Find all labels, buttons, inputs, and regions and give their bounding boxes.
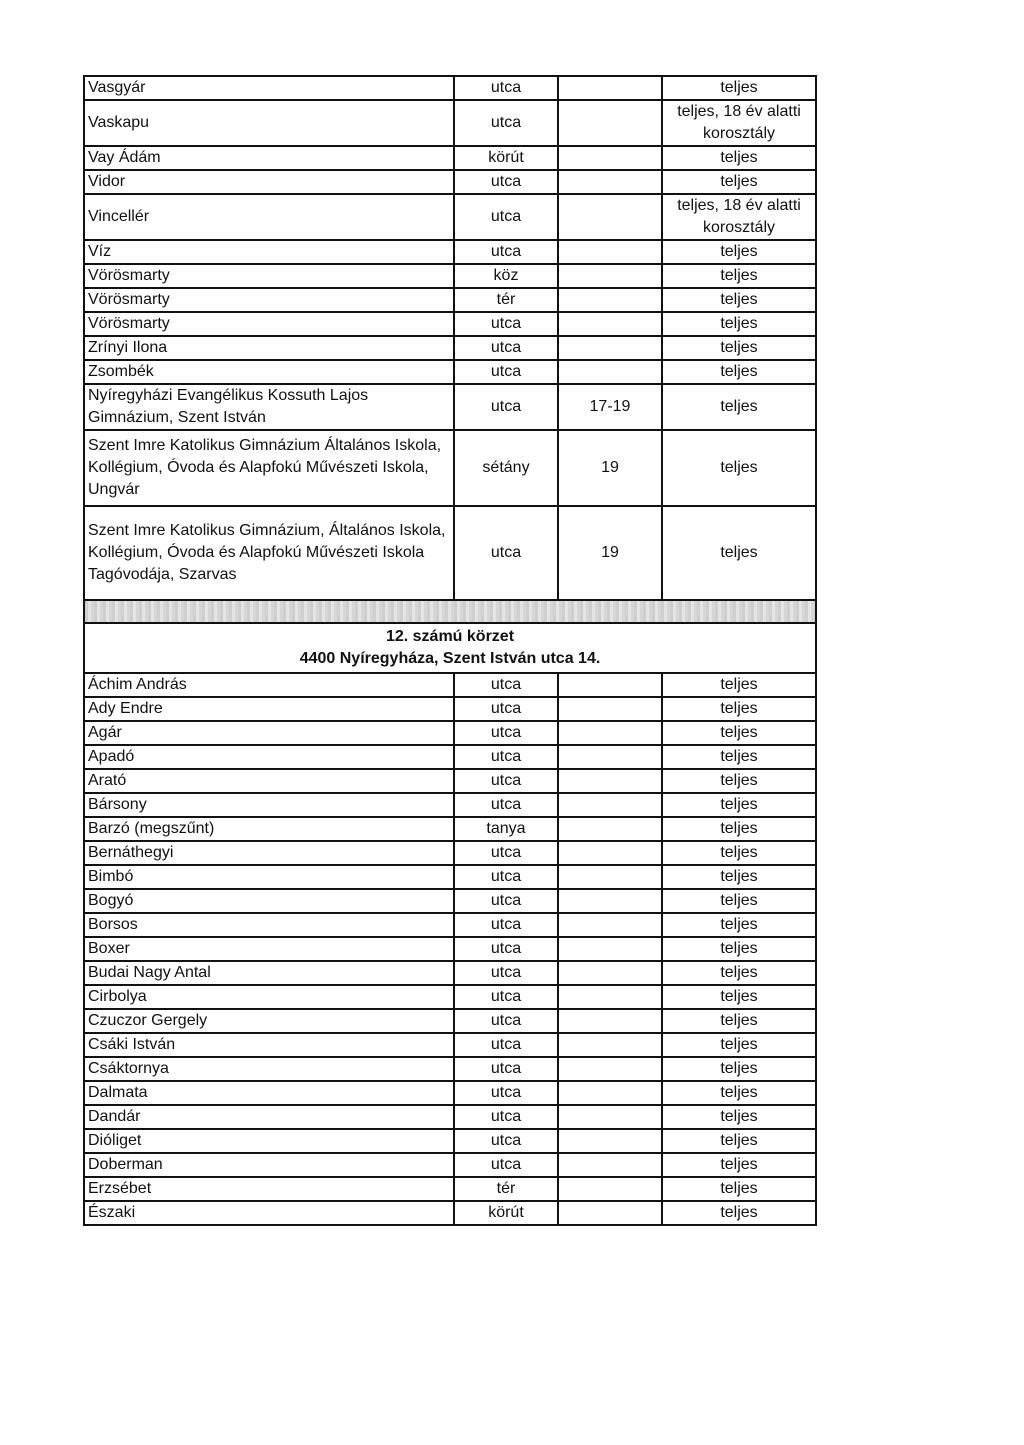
street-name-cell: Szent Imre Katolikus Gimnázium Általános Iskola, Kollégium, Óvoda és Alapfokú Művészeti Iskola, Ungvár [84,430,454,506]
scope-cell: teljes [662,745,816,769]
street-register-table [83,75,817,1226]
street-name-cell: Bernáthegyi [84,841,454,865]
table-row [84,769,816,793]
street-name-cell: Vörösmarty [84,264,454,288]
street-name-cell: Dióliget [84,1129,454,1153]
scope-cell: teljes [662,937,816,961]
table-row [84,146,816,170]
street-name-cell: Budai Nagy Antal [84,961,454,985]
street-name-cell: Csáki István [84,1033,454,1057]
table-row [84,76,816,100]
table-row [84,1201,816,1225]
street-name-cell: Vidor [84,170,454,194]
scope-cell: teljes [662,793,816,817]
house-number-cell [558,1177,662,1201]
street-type-cell: utca [454,240,558,264]
street-name-cell: Bársony [84,793,454,817]
street-type-cell: utca [454,697,558,721]
street-type-cell: utca [454,745,558,769]
house-number-cell [558,985,662,1009]
scope-cell: teljes, 18 év alatti korosztály [662,100,816,146]
house-number-cell [558,697,662,721]
table-row [84,264,816,288]
house-number-cell [558,336,662,360]
district-12-rows [84,673,816,1225]
street-name-cell: Erzsébet [84,1177,454,1201]
street-type-cell: utca [454,865,558,889]
table-row [84,360,816,384]
district-header-row [84,623,816,673]
house-number-cell: 19 [558,430,662,506]
street-name-cell: Nyíregyházi Evangélikus Kossuth Lajos Gimnázium, Szent István [84,384,454,430]
street-type-cell: utca [454,937,558,961]
table-row [84,961,816,985]
table-row [84,721,816,745]
street-type-cell: utca [454,889,558,913]
scope-cell: teljes [662,384,816,430]
street-name-cell: Zrínyi Ilona [84,336,454,360]
house-number-cell [558,817,662,841]
house-number-cell [558,913,662,937]
street-name-cell: Doberman [84,1153,454,1177]
scope-cell: teljes [662,721,816,745]
street-name-cell: Vasgyár [84,76,454,100]
street-type-cell: utca [454,1129,558,1153]
scope-cell: teljes [662,264,816,288]
house-number-cell [558,1057,662,1081]
scope-cell: teljes [662,360,816,384]
street-name-cell: Czuczor Gergely [84,1009,454,1033]
house-number-cell [558,1105,662,1129]
district-number: 12. számú körzet [385,628,515,645]
scope-cell: teljes [662,817,816,841]
street-type-cell: utca [454,312,558,336]
table-row [84,697,816,721]
district-header-cell [84,623,816,673]
street-type-cell: tér [454,1177,558,1201]
scope-cell: teljes [662,841,816,865]
table-row [84,985,816,1009]
street-type-cell: utca [454,913,558,937]
table-row [84,745,816,769]
table-row [84,673,816,697]
scope-cell: teljes [662,889,816,913]
house-number-cell [558,100,662,146]
street-name-cell: Északi [84,1201,454,1225]
table-row [84,430,816,506]
table-row [84,817,816,841]
house-number-cell: 19 [558,506,662,600]
scope-cell: teljes [662,430,816,506]
table-row [84,1129,816,1153]
street-type-cell: utca [454,961,558,985]
street-name-cell: Bimbó [84,865,454,889]
street-type-cell: utca [454,76,558,100]
table-row [84,100,816,146]
street-type-cell: utca [454,769,558,793]
street-name-cell: Apadó [84,745,454,769]
street-type-cell: utca [454,673,558,697]
house-number-cell [558,1033,662,1057]
table-row [84,1081,816,1105]
scope-cell: teljes [662,865,816,889]
scope-cell: teljes [662,1201,816,1225]
street-type-cell: utca [454,1081,558,1105]
house-number-cell [558,793,662,817]
scope-cell: teljes [662,1153,816,1177]
scope-cell: teljes [662,506,816,600]
street-type-cell: utca [454,384,558,430]
scope-cell: teljes [662,1105,816,1129]
scope-cell: teljes [662,913,816,937]
street-name-cell: Boxer [84,937,454,961]
separator-section [84,600,816,673]
house-number-cell [558,1081,662,1105]
scope-cell: teljes [662,697,816,721]
scope-cell: teljes [662,961,816,985]
house-number-cell [558,1009,662,1033]
street-type-cell: utca [454,506,558,600]
street-name-cell: Agár [84,721,454,745]
street-name-cell: Vörösmarty [84,312,454,336]
street-type-cell: utca [454,170,558,194]
street-name-cell: Áchim András [84,673,454,697]
street-name-cell: Ady Endre [84,697,454,721]
street-name-cell: Zsombék [84,360,454,384]
scope-cell: teljes [662,76,816,100]
house-number-cell [558,889,662,913]
house-number-cell [558,360,662,384]
table-row [84,1057,816,1081]
table-row [84,937,816,961]
table-row [84,865,816,889]
street-name-cell: Csáktornya [84,1057,454,1081]
shaded-separator-cell [84,600,816,623]
house-number-cell: 17-19 [558,384,662,430]
street-name-cell: Cirbolya [84,985,454,1009]
street-name-cell: Dalmata [84,1081,454,1105]
street-name-cell: Borsos [84,913,454,937]
street-name-cell: Bogyó [84,889,454,913]
table-row [84,889,816,913]
house-number-cell [558,769,662,793]
scope-cell: teljes [662,170,816,194]
table-row [84,1153,816,1177]
street-type-cell: utca [454,721,558,745]
table-row [84,1105,816,1129]
street-name-cell: Vaskapu [84,100,454,146]
street-name-cell: Szent Imre Katolikus Gimnázium, Általános Iskola, Kollégium, Óvoda és Alapfokú Művészeti Iskola Tagóvodája, Szarvas [84,506,454,600]
table-row [84,194,816,240]
street-type-cell: utca [454,1033,558,1057]
table-row [84,841,816,865]
street-name-cell: Barzó (megszűnt) [84,817,454,841]
street-type-cell: köz [454,264,558,288]
table-row [84,170,816,194]
scope-cell: teljes [662,1033,816,1057]
house-number-cell [558,146,662,170]
street-name-cell: Vincellér [84,194,454,240]
table-row [84,793,816,817]
scope-cell: teljes, 18 év alatti korosztály [662,194,816,240]
street-name-cell: Vörösmarty [84,288,454,312]
table-row [84,384,816,430]
house-number-cell [558,721,662,745]
shaded-separator-row [84,600,816,623]
table-row [84,506,816,600]
street-type-cell: körút [454,146,558,170]
street-name-cell: Vay Ádám [84,146,454,170]
street-type-cell: utca [454,336,558,360]
scope-cell: teljes [662,1177,816,1201]
house-number-cell [558,264,662,288]
table-row [84,913,816,937]
scope-cell: teljes [662,673,816,697]
house-number-cell [558,961,662,985]
district-11-rows [84,76,816,600]
house-number-cell [558,76,662,100]
scope-cell: teljes [662,240,816,264]
house-number-cell [558,745,662,769]
street-type-cell: utca [454,1153,558,1177]
scope-cell: teljes [662,336,816,360]
scope-cell: teljes [662,985,816,1009]
street-type-cell: utca [454,1009,558,1033]
house-number-cell [558,1153,662,1177]
house-number-cell [558,673,662,697]
table-row [84,240,816,264]
table-row [84,336,816,360]
street-name-cell: Víz [84,240,454,264]
district-address: 4400 Nyíregyháza, Szent István utca 14. [299,650,601,667]
house-number-cell [558,865,662,889]
house-number-cell [558,937,662,961]
table-row [84,1033,816,1057]
table-row [84,312,816,336]
street-type-cell: tanya [454,817,558,841]
house-number-cell [558,1201,662,1225]
scope-cell: teljes [662,146,816,170]
house-number-cell [558,312,662,336]
table-row [84,288,816,312]
street-type-cell: utca [454,360,558,384]
street-type-cell: sétány [454,430,558,506]
scope-cell: teljes [662,1057,816,1081]
street-name-cell: Dandár [84,1105,454,1129]
street-type-cell: utca [454,985,558,1009]
table-row [84,1009,816,1033]
scope-cell: teljes [662,312,816,336]
street-name-cell: Arató [84,769,454,793]
street-type-cell: utca [454,841,558,865]
house-number-cell [558,1129,662,1153]
house-number-cell [558,194,662,240]
street-type-cell: tér [454,288,558,312]
scope-cell: teljes [662,288,816,312]
house-number-cell [558,288,662,312]
house-number-cell [558,170,662,194]
table-row [84,1177,816,1201]
scope-cell: teljes [662,1081,816,1105]
street-type-cell: utca [454,793,558,817]
scope-cell: teljes [662,769,816,793]
house-number-cell [558,841,662,865]
scope-cell: teljes [662,1009,816,1033]
house-number-cell [558,240,662,264]
scope-cell: teljes [662,1129,816,1153]
street-type-cell: utca [454,1057,558,1081]
street-type-cell: utca [454,194,558,240]
street-type-cell: utca [454,100,558,146]
street-type-cell: utca [454,1105,558,1129]
street-type-cell: körút [454,1201,558,1225]
